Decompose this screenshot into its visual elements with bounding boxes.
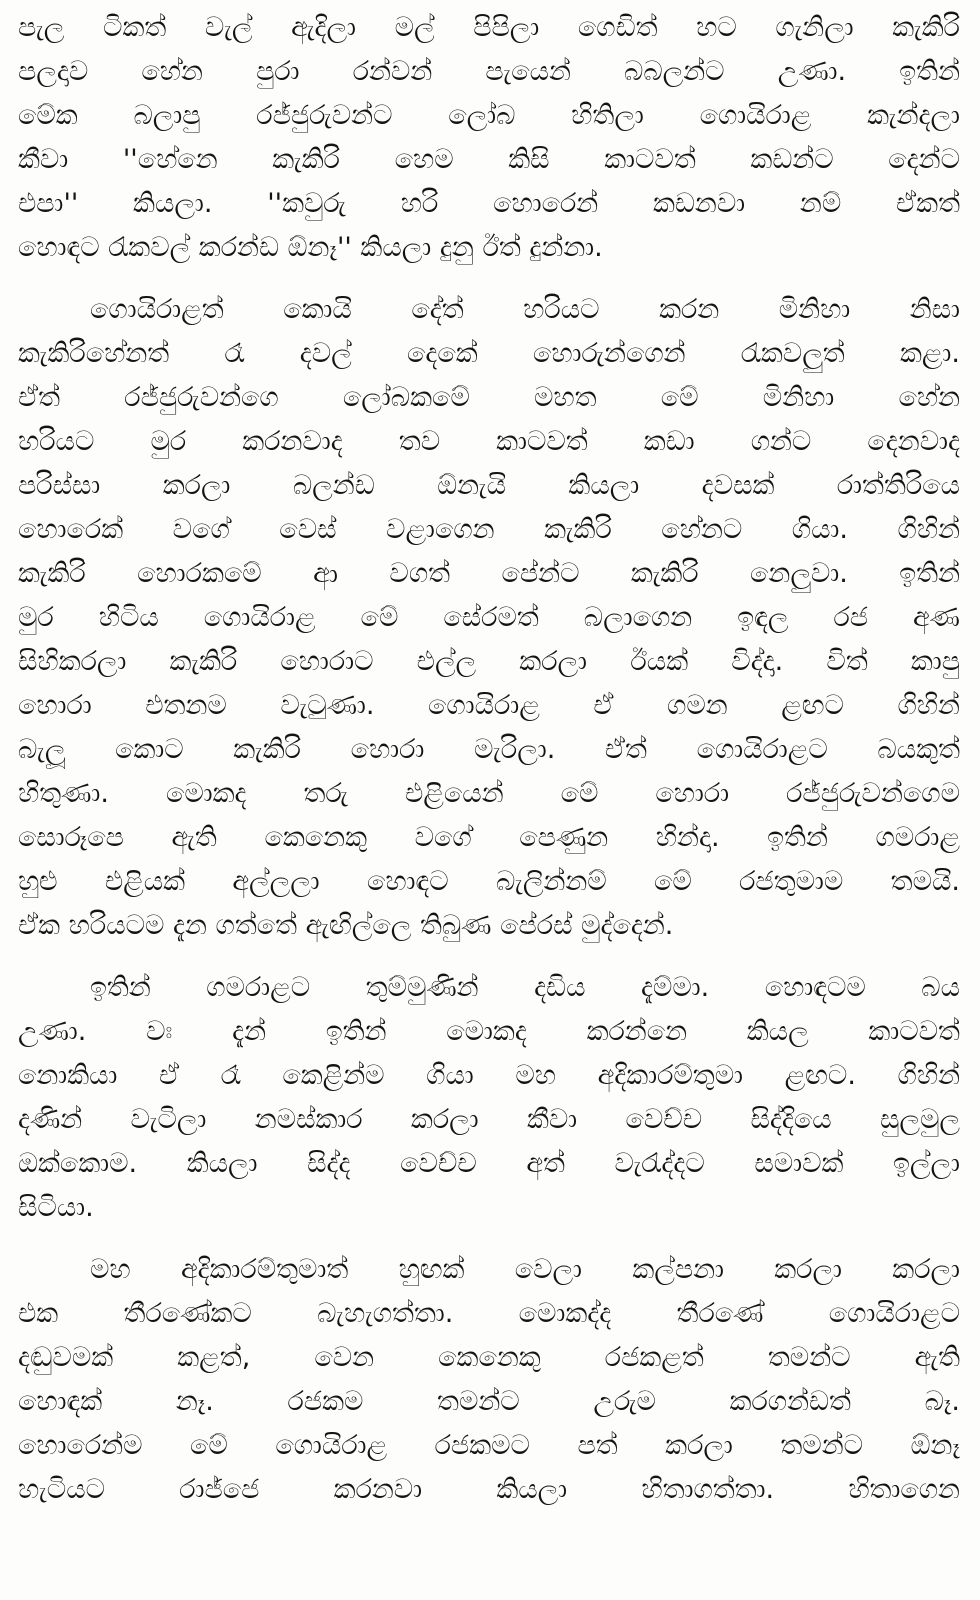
text-line: හොරෙන්ම මේ ගොයිරාළ රජකමට පත් කරලා තමන්ට ඕනෑ <box>18 1430 960 1461</box>
text-line: පැල ටිකත් වැල් ඇදිලා මල් පිපිලා ගෙඩිත් හට ගැනිලා කැකිරි <box>18 12 960 43</box>
text-line: හොරෙක් වගේ වෙස් වළාගෙන කැකිරි හේනට ගියා. ගිහින් <box>18 514 960 545</box>
text-line: සිටියා. <box>18 1192 94 1223</box>
text-line: ඉතින් ගමරාළට තුම්මුණින් දඩිය දැම්මා. හොඳටම බය <box>90 972 960 1003</box>
paragraph-4 <box>18 1248 960 1512</box>
text-line: කීවා ''හේනෙ කැකිරි හෙම කිසි කාටවත් කඩන්ට දෙන්ට <box>18 144 960 175</box>
text-line: හුළු එළියක් අල්ලලා හොඳට බැලින්නම් මේ රජතුමාම තමයි. <box>18 866 960 897</box>
text-line: හැටියට රාජ්ජෙ කරනවා කියලා හිතාගත්තා. හිතාගෙන <box>18 1474 960 1505</box>
paragraph-3 <box>18 966 960 1230</box>
text-line: මුර හිටිය ගොයිරාළ මේ සේරමත් බලාගෙන ඉඳල රජ අණ <box>18 602 960 633</box>
text-line: මහ අදිකාරම්තුමාත් හුඟක් වෙලා කල්පනා කරලා කරලා <box>90 1254 960 1285</box>
text-line: කැකිරිහේනත් රෑ දවල් දෙකේ හොරුන්ගෙන් රැකවලුත් කළා. <box>18 338 960 369</box>
text-line: කැකිරි හොරකමේ ආ වගත් පේන්ට කැකිරි නෙලුවා. ඉතින් <box>18 558 960 589</box>
text-line: හිතුණා. මොකද තරු එළියෙන් මේ හොරා රජ්ජුරුවන්ගෙම <box>18 778 960 809</box>
text-line: පලදාව හේන පුරා රන්වන් පැයෙන් බබලන්ට උණා. ඉතින් <box>18 56 960 87</box>
text-line: එපා'' කියලා. ''කවුරු හරි හොරෙන් කඩනවා නම් ඒකත් <box>18 188 960 219</box>
text-line: දඬුවමක් කළත්, වෙන කෙනෙකු රජකළත් තමන්ට ඇති <box>18 1342 960 1373</box>
paragraph-2 <box>18 288 960 948</box>
text-line: ගොයිරාළත් කොයි දේත් හරියට කරන මිනිහා නිසා <box>90 294 960 325</box>
text-line: ඒක හරියටම දැන ගත්තේ ඇඟිල්ලෙ තිබුණ පේරස් මුද්දෙන්. <box>18 910 674 941</box>
text-line: නොකියා ඒ රෑ කෙළින්ම ගියා මහ අදිකාරම්තුමා ළඟට. ගිහින් <box>18 1060 960 1091</box>
text-line: දණින් වැටිලා නමස්කාර කරලා කීවා වෙච්ච සිද්දියෙ සුලමුල <box>18 1104 960 1135</box>
text-line: මේක බලාපු රජ්ජුරුවන්ට ලෝබ හිතිලා ගොයිරාළ කැන්දලා <box>18 100 960 131</box>
text-line: ඔක්කොම. කියලා සිද්ද වෙච්ච අත් වැරැද්දට සමාවක් ඉල්ලා <box>18 1148 960 1179</box>
text-line: ඒත් රජ්ජුරුවන්ගෙ ලෝබකමේ මහත මේ මිනිහා හේන <box>18 382 960 413</box>
text-line: පරිස්සා කරලා බලන්ඩ ඕනැයි කියලා දවසක් රාත්තිරියෙ <box>18 470 960 501</box>
text-line: එක තීරණේකට බැහැගත්තා. මොකද්ද තීරණේ ගොයිරාළට <box>18 1298 960 1329</box>
text-line: උණා. වඃ දැන් ඉතින් මොකද කරන්නෙ කියල කාටවත් <box>18 1016 960 1047</box>
text-line: සිහිකරලා කැකිරි හොරාට එල්ල කරලා ඊයක් විද්දා. විත් කාපු <box>18 646 960 677</box>
paragraph-1 <box>18 6 960 270</box>
text-line: බැලූ කොට කැකිරි හොරා මැරිලා. ඒත් ගොයිරාළට බයකුත් <box>18 734 960 765</box>
text-line: සොරූපෙ ඇති කෙනෙකු වගේ පෙණුන හින්දා. ඉතින් ගමරාළ <box>18 822 960 853</box>
text-line: හොඳක් නෑ. රජකම තමන්ට උරුම කරගන්ඩත් බෑ. <box>18 1386 960 1417</box>
text-line: හරියට මුර කරනවාද තව කාටවත් කඩා ගන්ට දෙනවාද <box>18 426 960 457</box>
text-line: හොඳට රැකවල් කරන්ඩ ඕනෑ'' කියලා දුනු ඊත් දුන්නා. <box>18 232 603 263</box>
text-line: හොරා එතනම වැටුණා. ගොයිරාළ ඒ ගමන ළඟට ගිහින් <box>18 690 960 721</box>
